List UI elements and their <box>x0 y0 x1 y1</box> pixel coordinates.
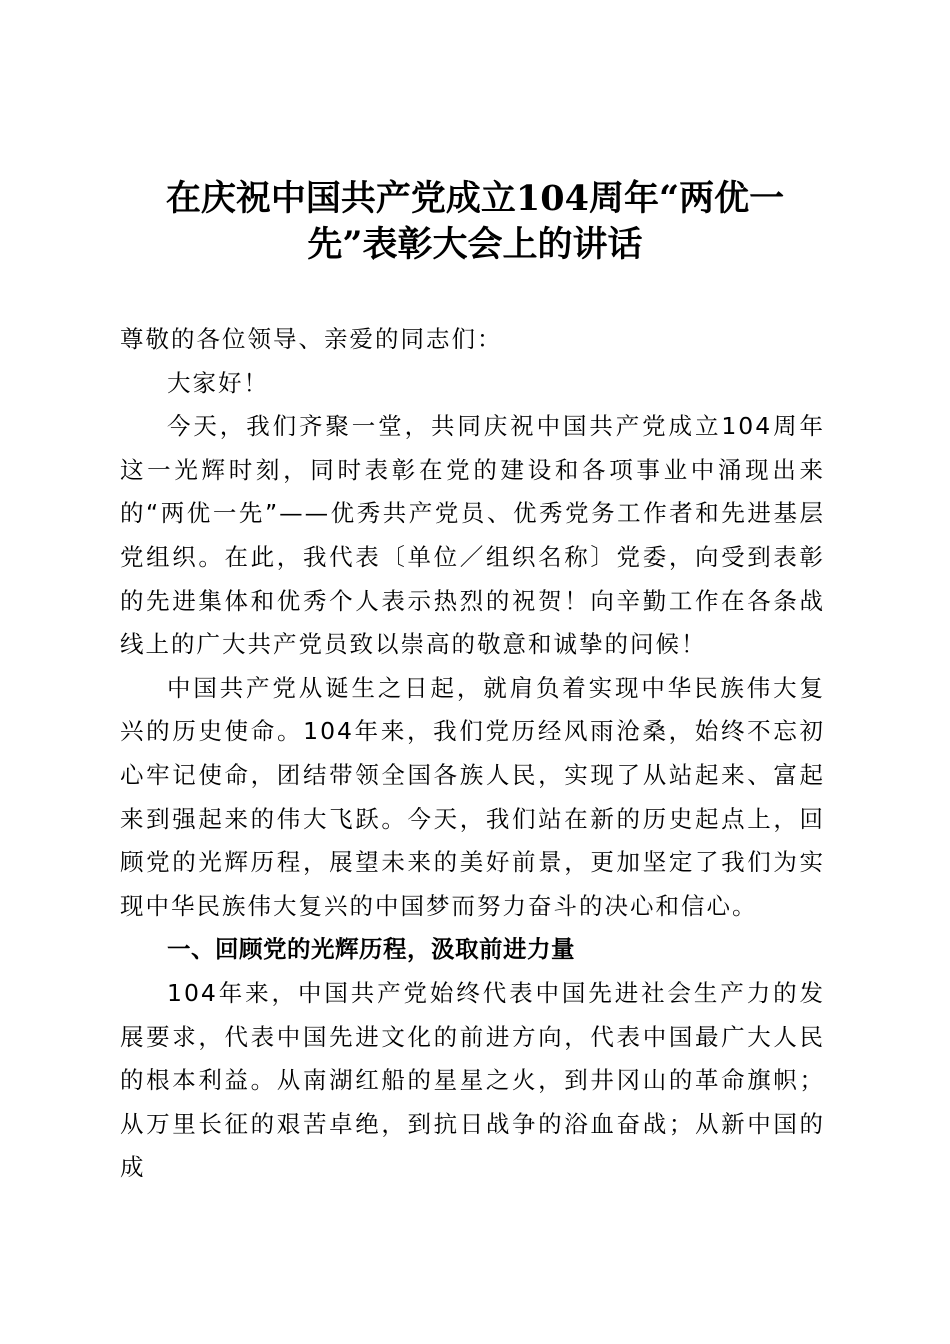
document-title <box>120 176 830 268</box>
title-line-1: 在庆祝中国共产党成立104周年“两优一 <box>165 178 785 219</box>
section-heading-1: 一、回顾党的光辉历程，汲取前进力量 <box>167 935 575 964</box>
salutation: 尊敬的各位领导、亲爱的同志们： <box>120 325 503 353</box>
document-body <box>120 318 825 1190</box>
greeting: 大家好！ <box>167 368 269 397</box>
paragraph-3: 104年来，中国共产党始终代表中国先进社会生产力的发展要求，代表中国先进文化的前进方向，代表中国最广大人民的根本利益。从南湖红船的星星之火，到井冈山的革命旗帜；从万里长征的艰苦卓绝，到抗日战争的浴血奋战；从新中国的成 <box>120 978 825 1182</box>
paragraph-2: 中国共产党从诞生之日起，就肩负着实现中华民族伟大复兴的历史使命。104年来，我们党历经风雨沧桑，始终不忘初心牢记使命，团结带领全国各族人民，实现了从站起来、富起来到强起来的伟大飞跃。今天，我们站在新的历史起点上，回顾党的光辉历程，展望未来的美好前景，更加坚定了我们为实现中华民族伟大复兴的中国梦而努力奋斗的决心和信心。 <box>120 673 825 920</box>
title-line-2: 先”表彰大会上的讲话 <box>307 224 643 265</box>
paragraph-1: 今天，我们齐聚一堂，共同庆祝中国共产党成立104周年这一光辉时刻，同时表彰在党的建设和各项事业中涌现出来的“两优一先”——优秀共产党员、优秀党务工作者和先进基层党组织。在此，我代表〔单位／组织名称〕党委，向受到表彰的先进集体和优秀个人表示热烈的祝贺！向辛勤工作在各条战线上的广大共产党员致以崇高的敬意和诚挚的问候！ <box>120 412 825 659</box>
